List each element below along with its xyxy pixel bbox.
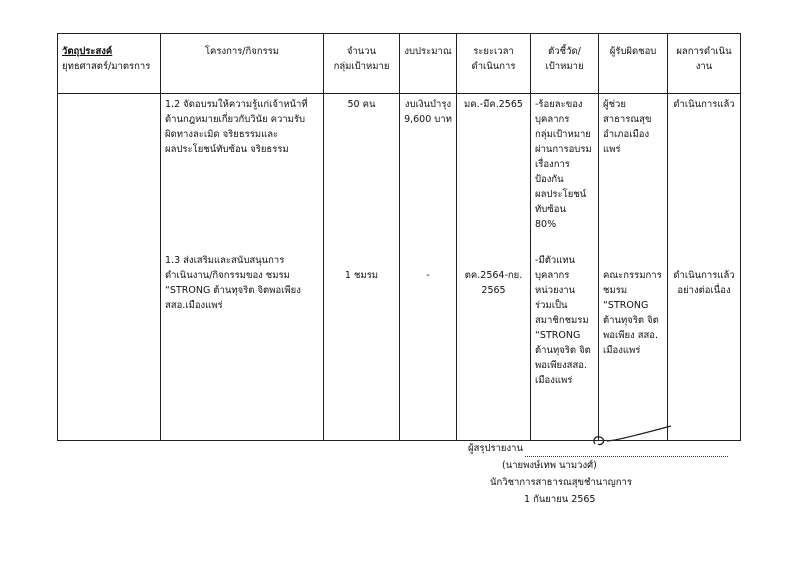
row-2-result-line: อย่างต่อเนื่อง (677, 285, 731, 296)
row-1-budget (404, 97, 452, 127)
row-2-responsible-line: คณะกรรมการ (603, 270, 662, 281)
row-2-responsible-line: เมืองแพร่ (603, 345, 641, 356)
cell-objective (58, 94, 161, 441)
row-2-indicator-line: “STRONG (535, 330, 581, 341)
signature-label: ผู้สรุปรายงาน (468, 443, 523, 454)
row-2-indicator-line: หน่วยงาน (535, 285, 576, 296)
header-indicator (531, 34, 599, 94)
row-2-project-line: 1.3 ส่งเสริมและสนับสนุนการ (165, 255, 285, 266)
table-body-row (58, 94, 741, 441)
cell-target-count (324, 94, 400, 441)
row-1-indicator-line: ผลประโยชน์ (535, 189, 587, 200)
row-1-project-line: ผลประโยชน์ทับซ้อน จริยธรรม (165, 144, 289, 155)
signer-name: (นายพงษ์เทพ นามวงศ์) (502, 460, 597, 471)
row-2-budget: - (426, 270, 430, 281)
row-1-indicator-line: บุคลากร (535, 114, 570, 125)
row-2-indicator-line: ร่วมเป็น (535, 300, 568, 311)
row-2-responsible (603, 268, 663, 358)
row-1-budget-line: งบเงินบำรุง (404, 99, 452, 110)
header-count-line1: จำนวน (346, 46, 377, 57)
row-1-responsible-line: ผู้ช่วย (603, 99, 626, 110)
header-project: โครงการ/กิจกรรม (161, 34, 324, 94)
row-2-indicator-line: -มีตัวแทน (535, 255, 576, 266)
row-2-result (672, 268, 736, 298)
row-2-project-line: “STRONG ต้านทุจริต จิตพอเพียง (165, 285, 301, 296)
handwritten-signature (585, 424, 675, 452)
row-2-indicator-line: พอเพียงสสอ. (535, 360, 588, 371)
row-2-period-line: ตค.2564-กย. (464, 270, 523, 281)
signature-dotted-line (525, 444, 728, 457)
header-period (457, 34, 531, 94)
header-period-line2: ดำเนินการ (471, 61, 516, 72)
row-1-indicator-line: -ร้อยละของ (535, 99, 583, 110)
row-1-indicator-line: 80% (535, 219, 557, 230)
row-1-indicator-line: ผ่านการอบรม (535, 144, 592, 155)
project-table (57, 33, 741, 441)
row-2-period-line: 2565 (481, 285, 506, 296)
row-1-result: ดำเนินการแล้ว (673, 99, 735, 110)
table-header-row (58, 34, 741, 94)
signature-line (468, 440, 728, 457)
row-2-indicator-line: บุคลากร (535, 270, 570, 281)
header-indicator-line1: ตัวชี้วัด/ (548, 46, 581, 57)
header-period-line1: ระยะเวลา (473, 46, 514, 57)
row-2-indicator-line: เมืองแพร่ (535, 375, 573, 386)
row-1-project-line: 1.2 จัดอบรมให้ความรู้แก่เจ้าหน้าที่ (165, 99, 308, 110)
row-2-responsible-line: พอเพียง สสอ. (603, 330, 659, 341)
signer-position: นักวิชาการสาธารณสุขชำนาญการ (490, 477, 632, 488)
row-2-project-line: สสอ.เมืองแพร่ (165, 300, 223, 311)
row-2-indicator-line: สมาชิกชมรม (535, 315, 589, 326)
header-budget: งบประมาณ (400, 34, 457, 94)
row-1-project-line: ผิดทางละเมิด จริยธรรมและ (165, 129, 279, 140)
row-2-period (461, 268, 526, 298)
row-2-responsible-line: ชมรม (603, 285, 628, 296)
row-1-responsible-line: สาธารณสุข (603, 114, 652, 125)
cell-result (668, 94, 741, 441)
cell-responsible (599, 94, 668, 441)
row-2-count: 1 ชมรม (344, 270, 379, 281)
row-2-responsible-line: “STRONG (603, 300, 649, 311)
row-2-indicator-line: ต้านทุจริต จิต (535, 345, 591, 356)
row-1-period: มค.-มีค.2565 (464, 99, 523, 110)
row-1-indicator-line: กลุ่มเป้าหมาย (535, 129, 591, 140)
row-1-indicator-line: เรื่องการ (535, 159, 570, 170)
cell-period (457, 94, 531, 441)
row-1-budget-line: 9,600 บาท (404, 114, 452, 125)
header-objective (58, 34, 161, 94)
row-2-responsible-line: ต้านทุจริต จิต (603, 315, 659, 326)
row-1-project (165, 97, 319, 157)
header-indicator-line2: เป้าหมาย (545, 61, 584, 72)
row-2-project-line: ดำเนินงาน/กิจกรรมของ ชมรม (165, 270, 290, 281)
signature-date: 1 กันยายน 2565 (524, 494, 596, 505)
header-result: ผลการดำเนินงาน (668, 34, 741, 94)
row-2-project (165, 253, 319, 313)
row-1-responsible (603, 97, 663, 157)
header-target-count (324, 34, 400, 94)
header-responsible: ผู้รับผิดชอบ (599, 34, 668, 94)
row-1-indicator-line: ป้องกัน (535, 174, 564, 185)
row-1-count: 50 คน (347, 99, 376, 110)
cell-project (161, 94, 324, 441)
row-1-responsible-line: แพร่ (603, 144, 621, 155)
header-count-line2: กลุ่มเป้าหมาย (333, 61, 390, 72)
row-2-indicator (535, 253, 594, 388)
cell-budget (400, 94, 457, 441)
row-1-responsible-line: อำเภอเมือง (603, 129, 650, 140)
row-1-indicator (535, 97, 594, 232)
signature-block (468, 440, 728, 508)
row-1-project-line: ด้านกฎหมายเกี่ยวกับวินัย ความรับ (165, 114, 306, 125)
header-objective-subtitle: ยุทธศาสตร์/มาตรการ (62, 61, 151, 72)
row-1-indicator-line: ทับซ้อน (535, 204, 566, 215)
row-2-result-line: ดำเนินการแล้ว (673, 270, 735, 281)
header-objective-title: วัตถุประสงค์ (62, 46, 113, 57)
cell-indicator (531, 94, 599, 441)
